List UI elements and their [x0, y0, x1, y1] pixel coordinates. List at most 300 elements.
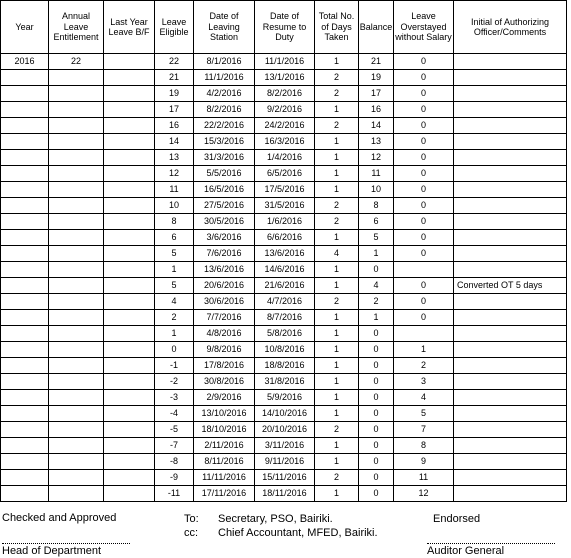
cell-comments — [454, 102, 567, 118]
cell-comments — [454, 86, 567, 102]
table-row — [1, 342, 567, 358]
cell-balance: 0 — [359, 390, 394, 406]
table-row — [1, 246, 567, 262]
cell-overstayed: 0 — [394, 294, 454, 310]
cell-year — [1, 262, 49, 278]
cell-entitlement — [49, 454, 104, 470]
cell-date-resume: 11/1/2016 — [255, 54, 315, 70]
cell-balance: 19 — [359, 70, 394, 86]
cell-year — [1, 70, 49, 86]
cell-date-resume: 14/6/2016 — [255, 262, 315, 278]
cell-last-year-bf — [104, 70, 155, 86]
cell-days-taken: 1 — [315, 486, 359, 502]
cc-value: Chief Accountant, MFED, Bairiki. — [218, 527, 378, 539]
cell-date-resume: 9/2/2016 — [255, 102, 315, 118]
cell-overstayed: 0 — [394, 134, 454, 150]
cc-label: cc: — [184, 527, 199, 539]
cell-balance: 8 — [359, 198, 394, 214]
cell-overstayed: 0 — [394, 150, 454, 166]
cell-year — [1, 166, 49, 182]
cell-comments — [454, 454, 567, 470]
cell-date-leaving: 9/8/2016 — [194, 342, 255, 358]
head-of-department-label: Head of Department — [2, 545, 102, 557]
cell-comments — [454, 294, 567, 310]
cell-overstayed: 0 — [394, 198, 454, 214]
cell-date-leaving: 20/6/2016 — [194, 278, 255, 294]
auditor-general-label: Auditor General — [427, 545, 505, 557]
table-row — [1, 214, 567, 230]
cell-entitlement — [49, 102, 104, 118]
col-header-leave-eligible: Leave Eligible — [155, 1, 194, 54]
cell-last-year-bf — [104, 134, 155, 150]
cell-date-resume: 6/6/2016 — [255, 230, 315, 246]
cell-balance: 11 — [359, 166, 394, 182]
cell-last-year-bf — [104, 470, 155, 486]
cell-last-year-bf — [104, 406, 155, 422]
cell-balance: 1 — [359, 310, 394, 326]
cell-last-year-bf — [104, 262, 155, 278]
cell-year — [1, 278, 49, 294]
cell-year — [1, 390, 49, 406]
cell-year — [1, 342, 49, 358]
cell-year — [1, 454, 49, 470]
cell-days-taken: 1 — [315, 54, 359, 70]
cell-balance: 21 — [359, 54, 394, 70]
cell-overstayed: 11 — [394, 470, 454, 486]
cell-comments — [454, 342, 567, 358]
cell-date-leaving: 22/2/2016 — [194, 118, 255, 134]
cell-date-leaving: 8/1/2016 — [194, 54, 255, 70]
cell-last-year-bf — [104, 182, 155, 198]
cell-overstayed: 0 — [394, 166, 454, 182]
cell-last-year-bf — [104, 102, 155, 118]
cell-leave-eligible: -3 — [155, 390, 194, 406]
cell-date-resume: 31/5/2016 — [255, 198, 315, 214]
cell-leave-eligible: 2 — [155, 310, 194, 326]
cell-leave-eligible: -7 — [155, 438, 194, 454]
cell-date-resume: 18/11/2016 — [255, 486, 315, 502]
endorsed-label: Endorsed — [433, 513, 481, 525]
cell-balance: 0 — [359, 486, 394, 502]
cell-date-resume: 31/8/2016 — [255, 374, 315, 390]
cell-date-resume: 15/11/2016 — [255, 470, 315, 486]
cell-overstayed: 0 — [394, 246, 454, 262]
cell-comments — [454, 422, 567, 438]
table-row — [1, 390, 567, 406]
cell-last-year-bf — [104, 230, 155, 246]
cell-balance: 0 — [359, 406, 394, 422]
cell-date-resume: 14/10/2016 — [255, 406, 315, 422]
cell-leave-eligible: 1 — [155, 262, 194, 278]
cell-comments: Converted OT 5 days — [454, 278, 567, 294]
cell-entitlement — [49, 438, 104, 454]
cell-date-leaving: 7/7/2016 — [194, 310, 255, 326]
cell-leave-eligible: -5 — [155, 422, 194, 438]
cell-leave-eligible: -9 — [155, 470, 194, 486]
cell-last-year-bf — [104, 422, 155, 438]
cell-entitlement — [49, 486, 104, 502]
cell-entitlement — [49, 70, 104, 86]
cell-date-resume: 21/6/2016 — [255, 278, 315, 294]
cell-balance: 12 — [359, 150, 394, 166]
cell-year — [1, 310, 49, 326]
col-header-days-taken: Total No. of Days Taken — [315, 1, 359, 54]
cell-overstayed: 12 — [394, 486, 454, 502]
cell-days-taken: 2 — [315, 422, 359, 438]
col-header-balance: Balance — [359, 1, 394, 54]
cell-comments — [454, 198, 567, 214]
cell-date-resume: 18/8/2016 — [255, 358, 315, 374]
cell-comments — [454, 246, 567, 262]
cell-balance: 14 — [359, 118, 394, 134]
cell-date-leaving: 30/8/2016 — [194, 374, 255, 390]
cell-comments — [454, 486, 567, 502]
cell-year — [1, 438, 49, 454]
cell-year — [1, 134, 49, 150]
cell-overstayed: 0 — [394, 70, 454, 86]
cell-entitlement — [49, 342, 104, 358]
cell-entitlement — [49, 150, 104, 166]
col-header-annual-entitlement: Annual Leave Entitlement — [49, 1, 104, 54]
cell-date-leaving: 17/11/2016 — [194, 486, 255, 502]
cell-balance: 10 — [359, 182, 394, 198]
cell-overstayed: 0 — [394, 182, 454, 198]
cell-comments — [454, 406, 567, 422]
cell-last-year-bf — [104, 294, 155, 310]
cell-balance: 16 — [359, 102, 394, 118]
cell-last-year-bf — [104, 198, 155, 214]
cell-balance: 13 — [359, 134, 394, 150]
cell-entitlement — [49, 294, 104, 310]
to-label: To: — [184, 513, 199, 525]
cell-overstayed: 0 — [394, 54, 454, 70]
cell-days-taken: 1 — [315, 438, 359, 454]
cell-last-year-bf — [104, 438, 155, 454]
cell-entitlement — [49, 406, 104, 422]
cell-balance: 0 — [359, 470, 394, 486]
table-row — [1, 102, 567, 118]
cell-date-leaving: 8/2/2016 — [194, 102, 255, 118]
cell-comments — [454, 438, 567, 454]
cell-leave-eligible: 11 — [155, 182, 194, 198]
cell-comments — [454, 374, 567, 390]
cell-balance: 1 — [359, 246, 394, 262]
cell-entitlement — [49, 166, 104, 182]
cell-leave-eligible: 6 — [155, 230, 194, 246]
cell-entitlement — [49, 358, 104, 374]
cell-leave-eligible: 22 — [155, 54, 194, 70]
cell-comments — [454, 214, 567, 230]
cell-date-resume: 5/9/2016 — [255, 390, 315, 406]
col-header-last-year-bf: Last Year Leave B/F — [104, 1, 155, 54]
cell-date-resume: 8/7/2016 — [255, 310, 315, 326]
cell-overstayed: 0 — [394, 310, 454, 326]
table-header-row — [1, 1, 567, 54]
cell-overstayed: 1 — [394, 342, 454, 358]
cell-overstayed: 4 — [394, 390, 454, 406]
cell-comments — [454, 470, 567, 486]
cell-date-leaving: 18/10/2016 — [194, 422, 255, 438]
cell-date-leaving: 17/8/2016 — [194, 358, 255, 374]
table-row — [1, 406, 567, 422]
cell-date-leaving: 2/11/2016 — [194, 438, 255, 454]
cell-entitlement — [49, 230, 104, 246]
cell-balance: 4 — [359, 278, 394, 294]
cell-leave-eligible: 8 — [155, 214, 194, 230]
cell-date-leaving: 27/5/2016 — [194, 198, 255, 214]
cell-year — [1, 326, 49, 342]
cell-date-leaving: 13/10/2016 — [194, 406, 255, 422]
table-row — [1, 422, 567, 438]
cell-leave-eligible: -4 — [155, 406, 194, 422]
cell-comments — [454, 118, 567, 134]
cell-last-year-bf — [104, 118, 155, 134]
cell-year — [1, 214, 49, 230]
table-row — [1, 118, 567, 134]
cell-balance: 6 — [359, 214, 394, 230]
cell-date-resume: 10/8/2016 — [255, 342, 315, 358]
cell-days-taken: 2 — [315, 470, 359, 486]
cell-entitlement — [49, 214, 104, 230]
head-signature-line — [2, 543, 130, 544]
cell-leave-eligible: -8 — [155, 454, 194, 470]
cell-overstayed: 0 — [394, 278, 454, 294]
table-row — [1, 182, 567, 198]
auditor-signature-line — [427, 543, 555, 544]
cell-year — [1, 230, 49, 246]
cell-date-leaving: 16/5/2016 — [194, 182, 255, 198]
cell-date-resume: 16/3/2016 — [255, 134, 315, 150]
cell-days-taken: 1 — [315, 262, 359, 278]
col-header-year: Year — [1, 1, 49, 54]
table-row — [1, 134, 567, 150]
cell-days-taken: 2 — [315, 118, 359, 134]
col-header-overstayed: Leave Overstayed without Salary — [394, 1, 454, 54]
cell-year — [1, 102, 49, 118]
table-row — [1, 438, 567, 454]
cell-leave-eligible: 10 — [155, 198, 194, 214]
cell-year — [1, 118, 49, 134]
cell-entitlement — [49, 198, 104, 214]
cell-days-taken: 2 — [315, 86, 359, 102]
cell-year — [1, 374, 49, 390]
cell-last-year-bf — [104, 246, 155, 262]
cell-entitlement — [49, 246, 104, 262]
cell-entitlement — [49, 182, 104, 198]
cell-balance: 0 — [359, 342, 394, 358]
cell-entitlement — [49, 422, 104, 438]
cell-days-taken: 1 — [315, 182, 359, 198]
cell-leave-eligible: 0 — [155, 342, 194, 358]
cell-days-taken: 1 — [315, 102, 359, 118]
cell-leave-eligible: -2 — [155, 374, 194, 390]
table-row — [1, 486, 567, 502]
cell-date-resume: 5/8/2016 — [255, 326, 315, 342]
cell-days-taken: 2 — [315, 70, 359, 86]
cell-last-year-bf — [104, 486, 155, 502]
cell-date-leaving: 7/6/2016 — [194, 246, 255, 262]
cell-year — [1, 294, 49, 310]
cell-comments — [454, 70, 567, 86]
cell-date-leaving: 4/8/2016 — [194, 326, 255, 342]
cell-overstayed: 3 — [394, 374, 454, 390]
cell-days-taken: 2 — [315, 198, 359, 214]
cell-year — [1, 86, 49, 102]
table-row — [1, 70, 567, 86]
cell-last-year-bf — [104, 310, 155, 326]
cell-year — [1, 246, 49, 262]
cell-last-year-bf — [104, 54, 155, 70]
cell-leave-eligible: 21 — [155, 70, 194, 86]
cell-last-year-bf — [104, 358, 155, 374]
cell-date-resume: 13/6/2016 — [255, 246, 315, 262]
cell-overstayed: 0 — [394, 214, 454, 230]
cell-last-year-bf — [104, 214, 155, 230]
cell-leave-eligible: 4 — [155, 294, 194, 310]
cell-entitlement — [49, 470, 104, 486]
cell-days-taken: 1 — [315, 374, 359, 390]
cell-comments — [454, 166, 567, 182]
cell-balance: 17 — [359, 86, 394, 102]
cell-balance: 0 — [359, 422, 394, 438]
cell-overstayed — [394, 326, 454, 342]
cell-entitlement — [49, 278, 104, 294]
cell-leave-eligible: -11 — [155, 486, 194, 502]
cell-leave-eligible: 14 — [155, 134, 194, 150]
cell-entitlement — [49, 262, 104, 278]
cell-overstayed: 0 — [394, 102, 454, 118]
cell-date-resume: 1/4/2016 — [255, 150, 315, 166]
cell-entitlement: 22 — [49, 54, 104, 70]
cell-year — [1, 198, 49, 214]
cell-entitlement — [49, 326, 104, 342]
cell-balance: 0 — [359, 326, 394, 342]
cell-days-taken: 1 — [315, 390, 359, 406]
table-row — [1, 198, 567, 214]
cell-entitlement — [49, 86, 104, 102]
cell-overstayed: 5 — [394, 406, 454, 422]
cell-entitlement — [49, 118, 104, 134]
cell-days-taken: 1 — [315, 406, 359, 422]
cell-date-resume: 1/6/2016 — [255, 214, 315, 230]
cell-balance: 5 — [359, 230, 394, 246]
cell-last-year-bf — [104, 390, 155, 406]
cell-comments — [454, 230, 567, 246]
cell-leave-eligible: 13 — [155, 150, 194, 166]
cell-days-taken: 1 — [315, 166, 359, 182]
cell-balance: 0 — [359, 358, 394, 374]
checked-approved-label: Checked and Approved — [2, 512, 117, 524]
cell-entitlement — [49, 390, 104, 406]
to-value: Secretary, PSO, Bairiki. — [218, 513, 333, 525]
cell-year — [1, 470, 49, 486]
cell-date-leaving: 8/11/2016 — [194, 454, 255, 470]
cell-balance: 2 — [359, 294, 394, 310]
cell-date-leaving: 30/6/2016 — [194, 294, 255, 310]
table-row — [1, 470, 567, 486]
cell-year — [1, 358, 49, 374]
cell-overstayed: 2 — [394, 358, 454, 374]
cell-days-taken: 1 — [315, 358, 359, 374]
cell-date-leaving: 2/9/2016 — [194, 390, 255, 406]
cell-entitlement — [49, 310, 104, 326]
cell-date-resume: 8/2/2016 — [255, 86, 315, 102]
cell-days-taken: 1 — [315, 326, 359, 342]
cell-comments — [454, 310, 567, 326]
cell-leave-eligible: 16 — [155, 118, 194, 134]
cell-days-taken: 1 — [315, 230, 359, 246]
cell-last-year-bf — [104, 454, 155, 470]
table-row — [1, 86, 567, 102]
cell-date-resume: 13/1/2016 — [255, 70, 315, 86]
cell-leave-eligible: 17 — [155, 102, 194, 118]
cell-overstayed: 9 — [394, 454, 454, 470]
table-row — [1, 374, 567, 390]
cell-balance: 0 — [359, 454, 394, 470]
cell-days-taken: 4 — [315, 246, 359, 262]
cell-days-taken: 2 — [315, 214, 359, 230]
table-row — [1, 150, 567, 166]
cell-date-resume: 4/7/2016 — [255, 294, 315, 310]
cell-balance: 0 — [359, 374, 394, 390]
cell-last-year-bf — [104, 166, 155, 182]
cell-date-leaving: 5/5/2016 — [194, 166, 255, 182]
cell-leave-eligible: 1 — [155, 326, 194, 342]
cell-overstayed: 8 — [394, 438, 454, 454]
cell-leave-eligible: 5 — [155, 246, 194, 262]
cell-date-resume: 20/10/2016 — [255, 422, 315, 438]
cell-date-leaving: 3/6/2016 — [194, 230, 255, 246]
cell-date-leaving: 30/5/2016 — [194, 214, 255, 230]
cell-comments — [454, 262, 567, 278]
cell-last-year-bf — [104, 326, 155, 342]
cell-date-leaving: 11/11/2016 — [194, 470, 255, 486]
cell-leave-eligible: 5 — [155, 278, 194, 294]
cell-balance: 0 — [359, 438, 394, 454]
table-row — [1, 166, 567, 182]
cell-date-leaving: 11/1/2016 — [194, 70, 255, 86]
cell-overstayed: 0 — [394, 86, 454, 102]
cell-date-resume: 9/11/2016 — [255, 454, 315, 470]
cell-last-year-bf — [104, 150, 155, 166]
cell-leave-eligible: 19 — [155, 86, 194, 102]
cell-last-year-bf — [104, 86, 155, 102]
col-header-date-resume: Date of Resume to Duty — [255, 1, 315, 54]
cell-date-leaving: 4/2/2016 — [194, 86, 255, 102]
cell-comments — [454, 150, 567, 166]
cell-last-year-bf — [104, 278, 155, 294]
table-row — [1, 326, 567, 342]
cell-last-year-bf — [104, 374, 155, 390]
cell-date-resume: 3/11/2016 — [255, 438, 315, 454]
table-row — [1, 358, 567, 374]
cell-comments — [454, 134, 567, 150]
table-row — [1, 54, 567, 70]
cell-date-leaving: 13/6/2016 — [194, 262, 255, 278]
cell-date-resume: 17/5/2016 — [255, 182, 315, 198]
cell-date-leaving: 31/3/2016 — [194, 150, 255, 166]
cell-days-taken: 1 — [315, 454, 359, 470]
cell-entitlement — [49, 374, 104, 390]
cell-year — [1, 182, 49, 198]
cell-year — [1, 422, 49, 438]
table-row — [1, 310, 567, 326]
cell-comments — [454, 390, 567, 406]
cell-date-resume: 24/2/2016 — [255, 118, 315, 134]
cell-leave-eligible: 12 — [155, 166, 194, 182]
table-row — [1, 262, 567, 278]
cell-days-taken: 1 — [315, 342, 359, 358]
